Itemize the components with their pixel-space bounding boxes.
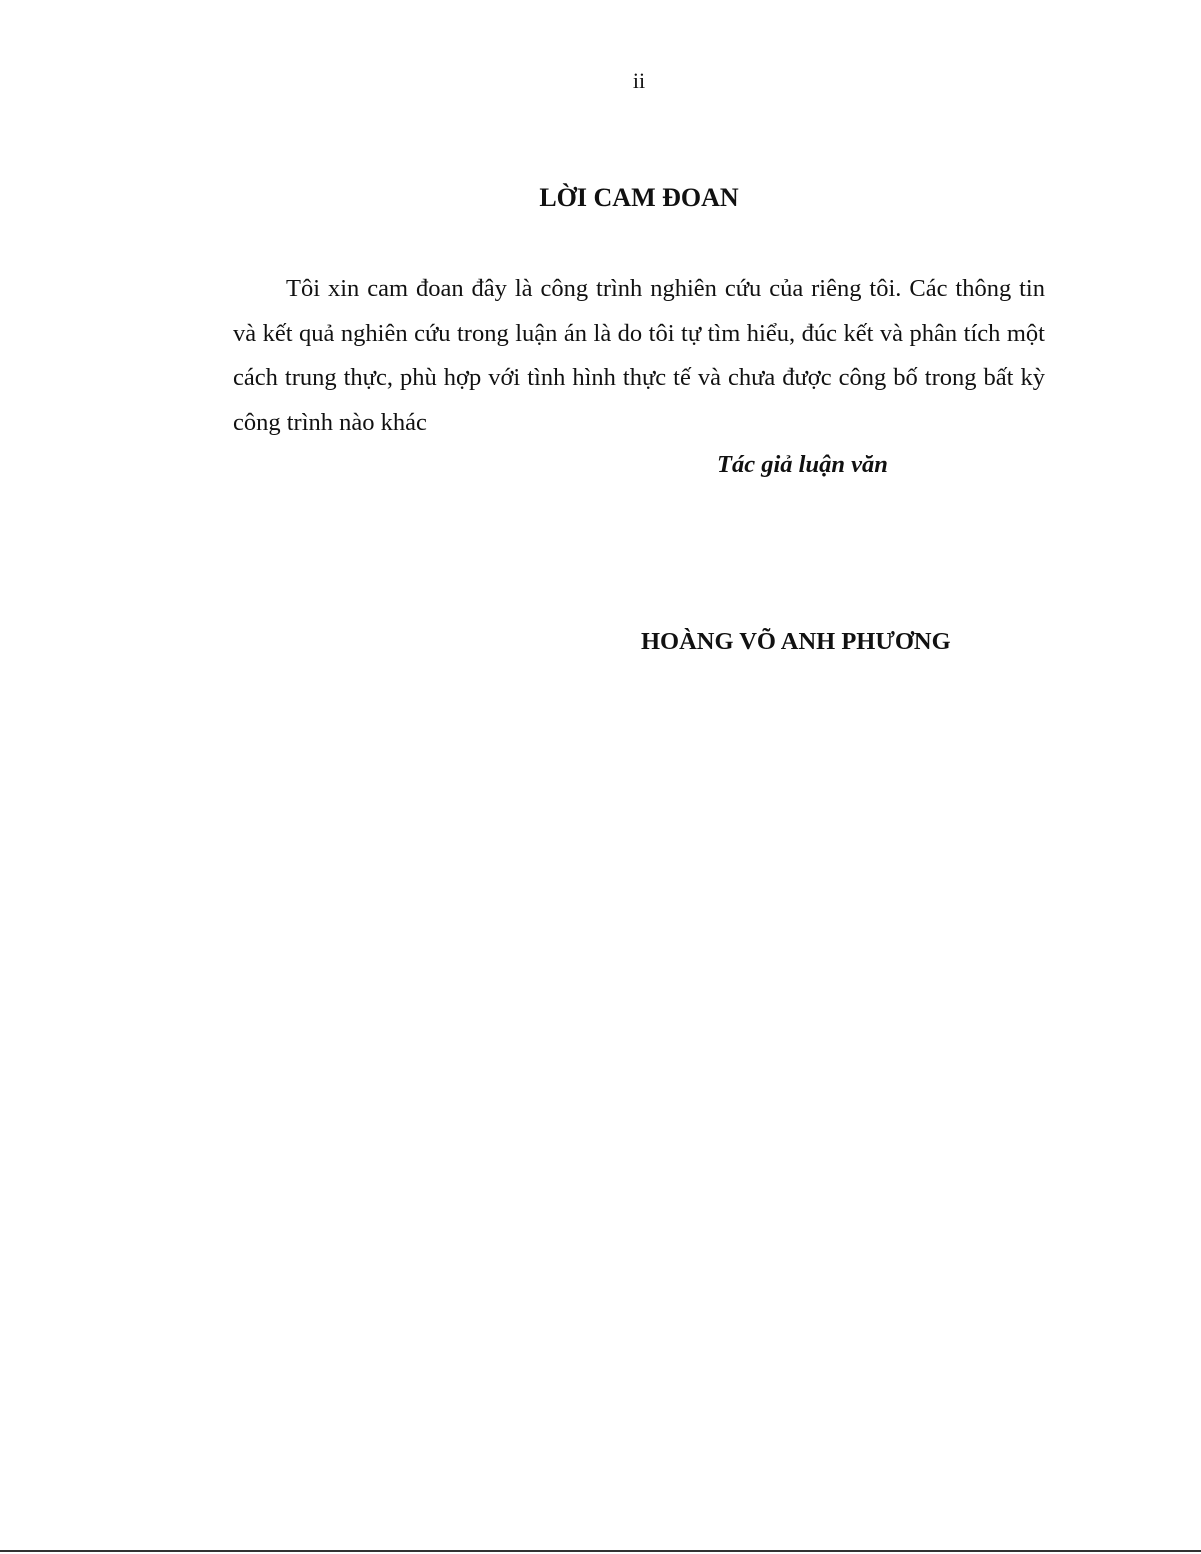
author-role: Tác giả luận văn: [717, 451, 888, 478]
author-name: HOÀNG VÕ ANH PHƯƠNG: [641, 628, 951, 655]
page-number: ii: [632, 68, 646, 93]
declaration-title: LỜI CAM ĐOAN: [539, 183, 739, 212]
declaration-body: Tôi xin cam đoan đây là công trình nghiên cứu của riêng tôi. Các thông tin và kết quả nghiên cứu trong luận án là do tôi tự tìm hiểu, đúc kết và phân tích một cách trung thực, phù hợp với tình hình thực tế và chưa được công bố trong bất kỳ công trình nào khác: [233, 275, 1045, 436]
bottom-divider: [0, 1550, 1201, 1552]
